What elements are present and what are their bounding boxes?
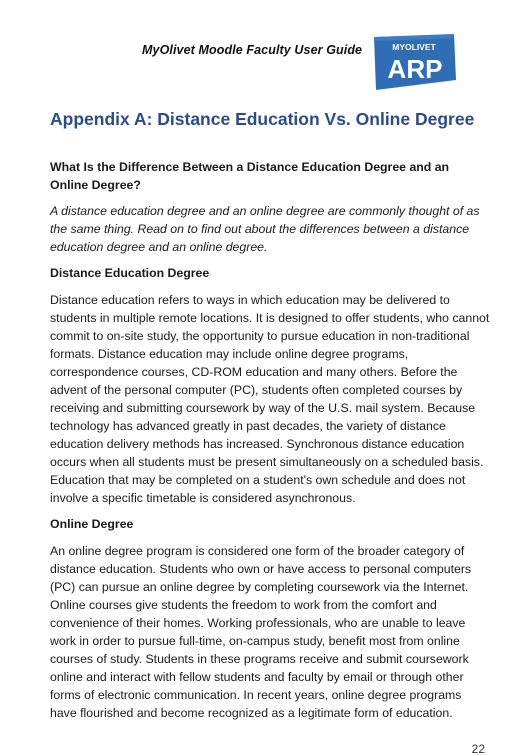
logo-top-text: MYOLIVET bbox=[392, 42, 436, 52]
appendix-title: Appendix A: Distance Education Vs. Online Degree bbox=[50, 109, 475, 129]
page-content bbox=[50, 108, 490, 730]
intro-paragraph: A distance education degree and an online degree are commonly thought of as the same thing. Read on to find out about the differences between a distance education degree and an online degree. bbox=[50, 204, 480, 254]
page-number: 22 bbox=[471, 742, 485, 756]
section-heading-distance-education: Distance Education Degree bbox=[50, 266, 210, 280]
guide-header-title: MyOlivet Moodle Faculty User Guide bbox=[142, 43, 363, 57]
logo-main-text: ARP bbox=[387, 54, 443, 84]
section-body-online-degree: An online degree program is considered one form of the broader category of distance education. Students who own or have access to personal computers (PC) can pursue an online degree by completing coursework via the Internet. Online courses give students the freedom to work from the comfort and convenience of their homes. Working professionals, who are unable to leave work in order to pursue full-time, on-campus study, benefit most from online courses of study. Students in these programs receive and submit coursework online and interact with fellow students and faculty by email or through other forms of electronic communication. In recent years, online degree programs have flourished and become recognized as a legitimate form of education. bbox=[50, 544, 472, 720]
section-body-distance-education: Distance education refers to ways in which education may be delivered to students in multiple remote locations. It is designed to offer students, who cannot commit to on-site study, the opportunity to pursue education in non-traditional formats. Distance education may include online degree programs, correspondence courses, CD-ROM education and many others. Before the advent of the personal computer (PC), students often completed courses by receiving and submitting coursework by way of the U.S. mail system. Because technology has advanced greatly in past decades, the variety of distance education delivery methods has increased. Synchronous distance education occurs when all students must be present simultaneously on a scheduled basis. Education that may be completed on a student's own schedule and does not involve a specific timetable is considered asynchronous. bbox=[50, 293, 490, 505]
section-heading-online-degree: Online Degree bbox=[50, 517, 134, 531]
myolivet-arp-logo bbox=[368, 33, 458, 93]
difference-question: What Is the Difference Between a Distance Education Degree and an Online Degree? bbox=[50, 160, 450, 192]
